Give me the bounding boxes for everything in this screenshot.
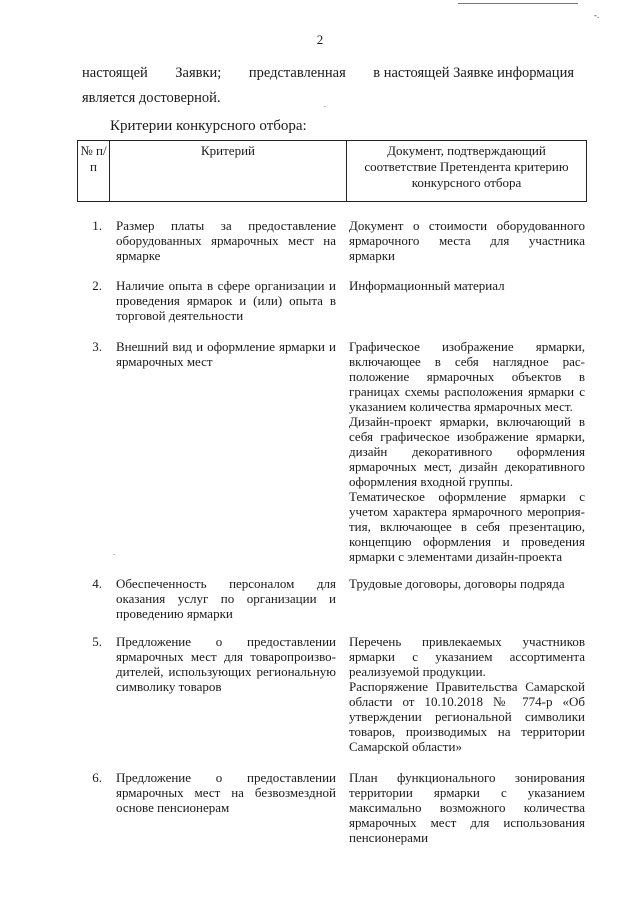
document-paragraph: Информационный материал [349,278,505,293]
row-criterion: Размер платы за предоставление оборудованных ярмарочных мест на ярмарке [116,218,336,263]
row-number: 3. [92,339,102,354]
row-number: 5. [92,634,102,649]
document-paragraph: Трудовые договоры, договоры подряда [349,576,565,591]
document-paragraph: План функционального зонирования территории ярмарки с указанием максимально возможного количества ярмарочных мест для использования пенсионерами [349,770,585,845]
header-document: Документ, подтверждающий соответствие Претендента критерию конкурсного отбора [364,143,569,190]
row-criterion: Наличие опыта в сфере организации и проведения ярмарок и (или) опыта в торговой деятельности [116,278,336,323]
intro-word: представленная [248,65,346,81]
intro-word: Заявки; [175,65,222,81]
header-criterion: Критерий [110,141,347,201]
header-number: № п/п [78,141,110,201]
document-paragraph: Документ о стоимости оборудованного ярмарочного места для участника ярмарки [349,218,585,263]
document-paragraph: Тематическое оформление ярмарки с учетом характера ярмарочного мероприятия, включающее в себя презентацию, концепцию оформления и проведения ярмарки с элементами дизайн-проекта [349,489,585,564]
row-number: 1. [92,218,102,233]
document-paragraph: Распоряжение Правительства Самарской области от 10.10.2018 № 774-р «Об утверждении региональной символики товаров, производимых на территории Самарской области» [349,679,585,754]
row-number: 6. [92,770,102,785]
intro-line-2: является достоверной. [82,90,221,106]
row-document [349,576,585,591]
intro-word: в настоящей Заявке информация [373,65,574,81]
row-document [349,339,585,564]
intro-line-1 [82,64,574,82]
row-number: 2. [92,278,102,293]
row-criterion: Предложение о предоставлении ярмарочных мест на безвозмездной основе пенсионерам [116,770,336,815]
scan-speck: . [324,100,326,109]
criteria-table-header [77,140,587,202]
document-paragraph: Графическое изображение ярмарки, включающее в себя наглядное расположение ярмарочных объектов в границах схемы расположения ярмарки с указанием количества ярмарочных мест. [349,339,585,414]
section-title: Критерии конкурсного отбора: [110,118,307,134]
scan-mark: -. [594,10,600,20]
row-criterion: Предложение о предоставлении ярмарочных мест для товаропроизводителей, использующих региональную символику товаров [116,634,336,694]
row-document [349,218,585,263]
row-document [349,278,585,293]
row-document [349,634,585,754]
top-rule [458,3,578,4]
document-paragraph: Перечень привлекаемых участников ярмарки с указанием ассортимента реализуемой продукции. [349,634,585,679]
row-number: 4. [92,576,102,591]
row-criterion: Внешний вид и оформление ярмарки и ярмарочных мест [116,339,336,369]
page-number: 2 [316,32,324,47]
scan-speck: . [113,548,115,557]
document-paragraph: Дизайн-проект ярмарки, включающий в себя графическое изображение ярмарки, дизайн декоративного оформления ярмарочных мест, дизайн декоративного оформления входной группы. [349,414,585,489]
row-criterion: Обеспеченность персоналом для оказания услуг по организации и проведению ярмарки [116,576,336,621]
intro-word: настоящей [82,65,148,81]
row-document [349,770,585,845]
